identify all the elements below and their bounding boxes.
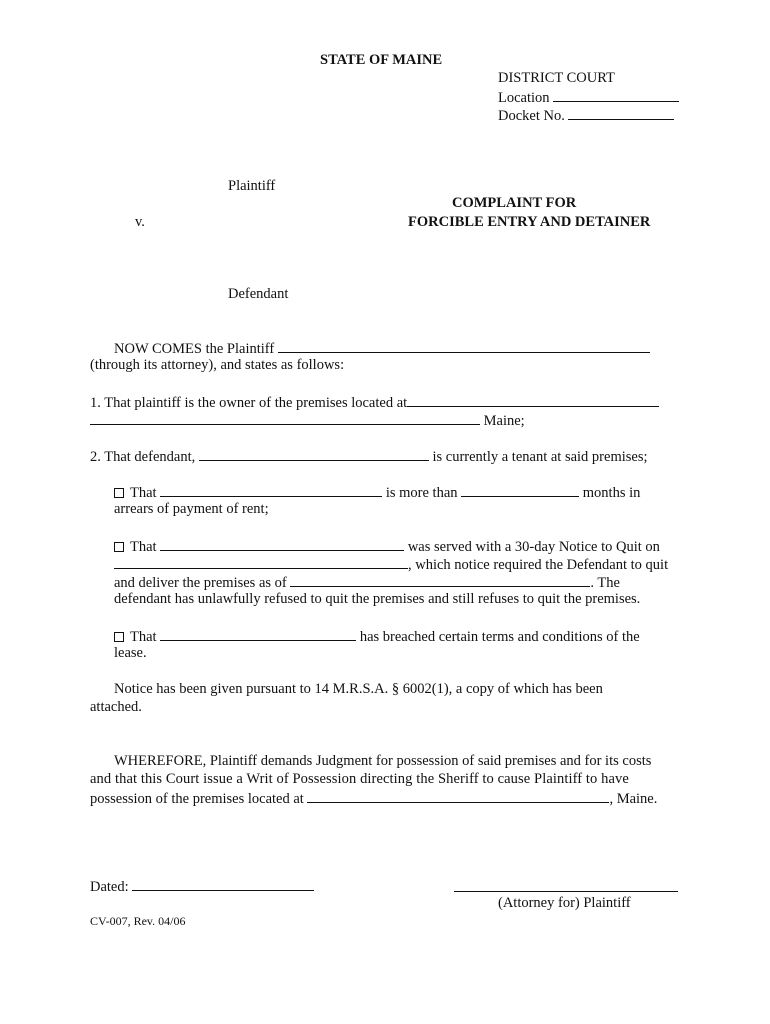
option-breach-row [114, 627, 640, 646]
refused-text: defendant has unlawfully refused to quit the premises and still refuses to quit the premises. [114, 591, 641, 607]
now-comes-text: NOW COMES the Plaintiff [114, 341, 275, 357]
option-arrears-row [114, 483, 640, 502]
paragraph-1-row [90, 393, 659, 412]
lease-text: lease. [114, 645, 147, 661]
breach-party-field[interactable] [160, 627, 356, 641]
paragraph-1-maine: Maine; [483, 413, 525, 429]
arrears-party-field[interactable] [160, 483, 382, 497]
docket-row [498, 106, 674, 125]
wherefore-address-field[interactable] [307, 789, 609, 803]
deliver-date-field[interactable] [290, 573, 590, 587]
option-that-label: That [130, 485, 157, 501]
docket-field[interactable] [568, 106, 674, 120]
defendant-name-field[interactable] [199, 447, 429, 461]
plaintiff-name-field[interactable] [278, 339, 650, 353]
required-quit-text: , which notice required the Defendant to quit [408, 557, 669, 573]
arrears-rent-text: arrears of payment of rent; [114, 501, 269, 517]
option-that-label: That [130, 539, 157, 555]
state-heading: STATE OF MAINE [320, 52, 443, 68]
signature-line[interactable] [454, 891, 678, 892]
wherefore-text-1: WHEREFORE, Plaintiff demands Judgment for possession of said premises and for its costs [114, 753, 652, 769]
notice-date-field[interactable] [114, 555, 408, 569]
paragraph-2-tenant: is currently a tenant at said premises; [432, 449, 648, 465]
dated-label: Dated: [90, 879, 129, 895]
notice-text-2: attached. [90, 699, 142, 715]
defendant-label: Defendant [228, 286, 289, 302]
now-comes-row [114, 339, 650, 358]
deliver-text: and deliver the premises as of [114, 575, 287, 591]
breached-text: has breached certain terms and conditions of the [359, 629, 640, 645]
attorney-text: (through its attorney), and states as follows: [90, 357, 345, 373]
title-line-2: FORCIBLE ENTRY AND DETAINER [408, 214, 651, 230]
notice-text-1: Notice has been given pursuant to 14 M.R.S.A. § 6002(1), a copy of which has been [114, 681, 603, 697]
paragraph-1-text: 1. That plaintiff is the owner of the premises located at [90, 395, 408, 411]
wherefore-row-3 [90, 789, 657, 808]
location-label: Location [498, 90, 550, 106]
docket-label: Docket No. [498, 108, 565, 124]
wherefore-text-3: possession of the premises located at [90, 791, 304, 807]
arrears-checkbox[interactable] [114, 488, 124, 498]
premises-address-field-1[interactable] [407, 393, 659, 407]
signature-caption: (Attorney for) Plaintiff [498, 895, 631, 911]
dated-row [90, 877, 314, 896]
option-notice-row [114, 537, 660, 556]
plaintiff-label: Plaintiff [228, 178, 276, 194]
served-text: was served with a 30-day Notice to Quit on [407, 539, 660, 555]
served-party-field[interactable] [160, 537, 404, 551]
title-line-1: COMPLAINT FOR [452, 195, 577, 211]
months-field[interactable] [461, 483, 579, 497]
months-in-text: months in [582, 485, 641, 501]
notice-checkbox[interactable] [114, 542, 124, 552]
paragraph-2-text: 2. That defendant, [90, 449, 196, 465]
the-text: . The [590, 575, 620, 591]
paragraph-2-row [90, 447, 648, 466]
wherefore-text-2: and that this Court issue a Writ of Possession directing the Sheriff to cause Plaintiff to have [90, 771, 629, 787]
premises-address-field-2[interactable] [90, 411, 480, 425]
option-that-label: That [130, 629, 157, 645]
location-row [498, 88, 679, 107]
versus-label: v. [135, 214, 145, 230]
location-field[interactable] [553, 88, 679, 102]
form-id: CV-007, Rev. 04/06 [90, 914, 186, 928]
option-notice-row-2 [114, 555, 668, 574]
wherefore-maine: , Maine. [609, 791, 658, 807]
dated-field[interactable] [132, 877, 314, 891]
option-notice-row-3 [114, 573, 620, 592]
paragraph-1-row-2 [90, 411, 525, 430]
more-than-text: is more than [385, 485, 458, 501]
breach-checkbox[interactable] [114, 632, 124, 642]
court-name: DISTRICT COURT [498, 70, 615, 86]
